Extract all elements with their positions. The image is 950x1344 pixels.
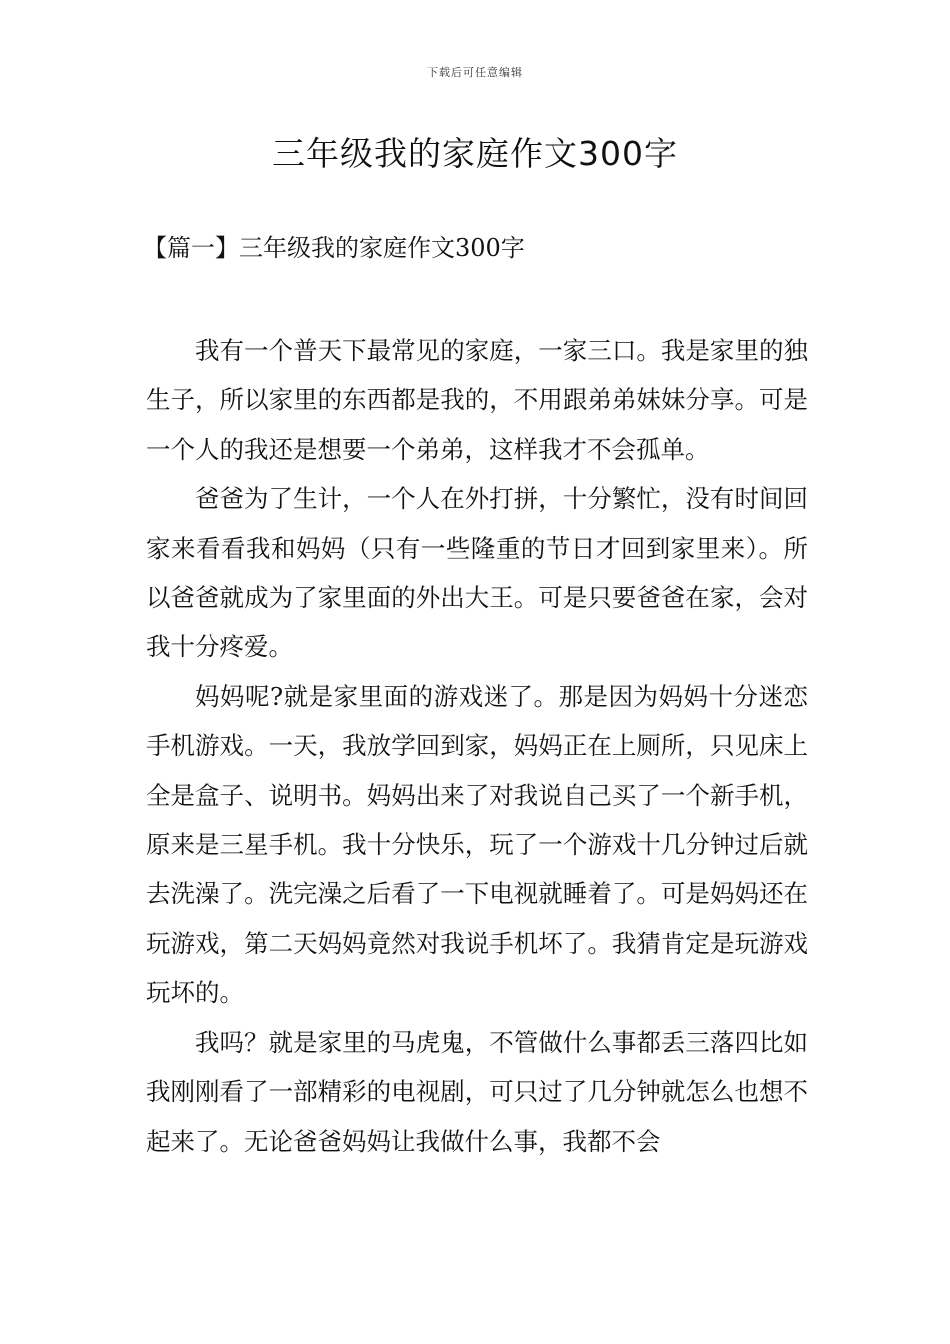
header-note: 下载后可任意编辑 [427,66,523,79]
paragraph-2: 爸爸为了生计，一个人在外打拼，十分繁忙，没有时间回家来看看我和妈妈（只有一些隆重的节日才回到家里来）。所以爸爸就成为了家里面的外出大王。可是只要爸爸在家，会对我十分疼爱。 [146,484,808,662]
body-text [146,326,808,1166]
paragraph-1: 我有一个普天下最常见的家庭，一家三口。我是家里的独生子，所以家里的东西都是我的，不用跟弟弟妹妹分享。可是一个人的我还是想要一个弟弟，这样我才不会孤单。 [146,336,808,464]
paragraph-4: 我吗？就是家里的马虎鬼，不管做什么事都丢三落四比如我刚刚看了一部精彩的电视剧，可只过了几分钟就怎么也想不起来了。无论爸爸妈妈让我做什么事，我都不会 [146,1027,808,1156]
paragraph-3: 妈妈呢?就是家里面的游戏迷了。那是因为妈妈十分迷恋手机游戏。一天，我放学回到家，妈妈正在上厕所，只见床上全是盒子、说明书。妈妈出来了对我说自己买了一个新手机，原来是三星手机。我十分快乐，玩了一个游戏十几分钟过后就去洗澡了。洗完澡之后看了一下电视就睡着了。可是妈妈还在玩游戏，第二天妈妈竟然对我说手机坏了。我猜肯定是玩游戏玩坏的。 [146,681,808,1008]
section-heading: 【篇一】三年级我的家庭作文300字 [143,234,525,262]
document-title: 三年级我的家庭作文300字 [272,134,678,173]
